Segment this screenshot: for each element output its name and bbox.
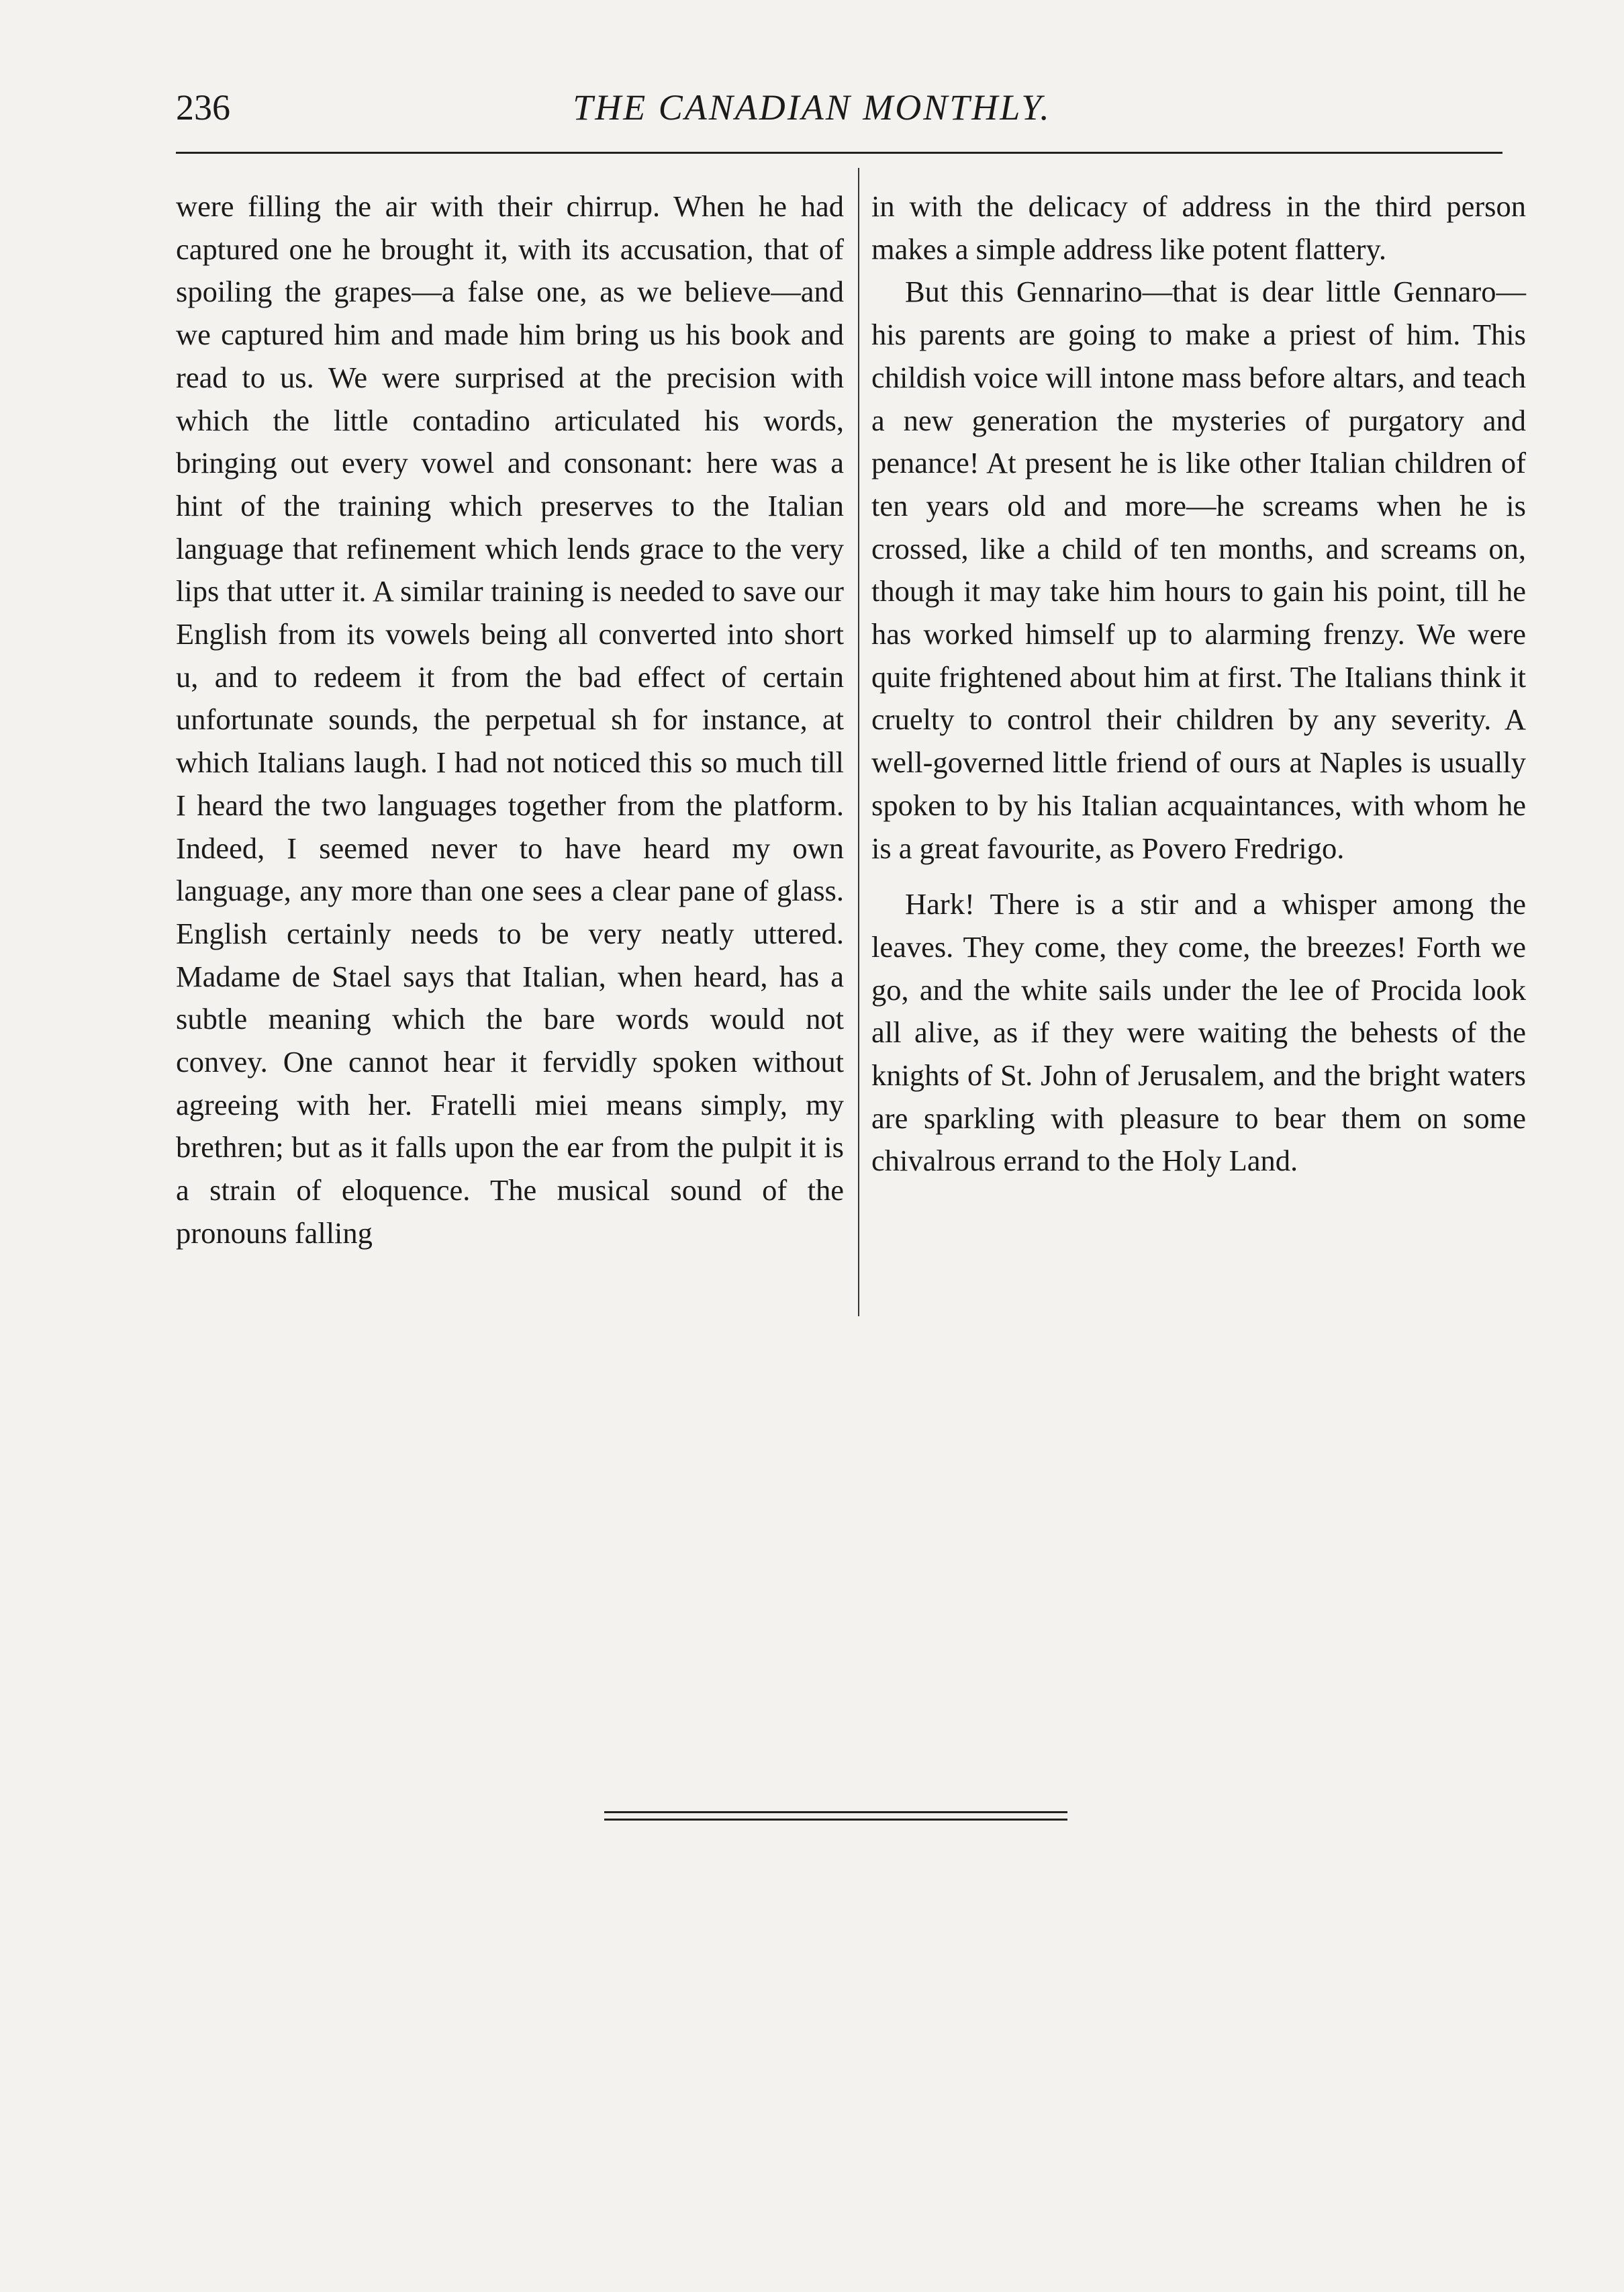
header-rule [176, 152, 1502, 154]
right-column [871, 185, 1526, 1183]
left-paragraph-1: were filling the air with their chirrup. When he had captured one he brought it, with its accusation, that of spoiling the grapes—a false one, as we believe—and we captured him and made him bring us his book and read to us. We were surprised at the precision with which the little contadino articulated his words, bringing out every vowel and consonant: here was a hint of the training which preserves to the Italian language that refinement which lends grace to the very lips that utter it. A similar training is needed to save our English from its vowels being all converted into short u, and to redeem it from the bad effect of certain unfortunate sounds, the perpetual sh for instance, at which Italians laugh. I had not noticed this so much till I heard the two languages together from the platform. Indeed, I seemed never to have heard my own language, any more than one sees a clear pane of glass. English certainly needs to be very neatly uttered. Madame de Stael says that Italian, when heard, has a subtle meaning which the bare words would not convey. One cannot hear it fervidly spoken without agreeing with her. Fratelli miei means simply, my brethren; but as it falls upon the ear from the pulpit it is a strain of eloquence. The musical sound of the pronouns falling [176, 189, 844, 1250]
right-paragraph-3: Hark! There is a stir and a whisper among the leaves. They come, they come, the breezes! Forth we go, and the white sails under the lee of Procida look all alive, as if they were waiting the behests of the knights of St. John of Jerusalem, and the bright waters are sparkling with pleasure to bear them on some chivalrous errand to the Holy Land. [871, 887, 1526, 1178]
column-divider [858, 168, 859, 1316]
end-rule-bottom [604, 1819, 1067, 1821]
running-title: THE CANADIAN MONTHLY. [573, 87, 1051, 128]
left-column [176, 185, 844, 1255]
right-paragraph-1: in with the delicacy of address in the third person makes a simple address like potent flattery. [871, 189, 1526, 266]
right-paragraph-2: But this Gennarino—that is dear little Gennaro—his parents are going to make a priest of him. This childish voice will intone mass before altars, and teach a new generation the mysteries of purgatory and penance! At present he is like other Italian children of ten years old and more—he screams when he is crossed, like a child of ten months, and screams on, though it may take him hours to gain his point, till he has worked himself up to alarming frenzy. We were quite frightened about him at first. The Italians think it cruelty to control their children by any severity. A well-governed little friend of ours at Naples is usually spoken to by his Italian acquaintances, with whom he is a great favourite, as Povero Fredrigo. [871, 275, 1526, 865]
page-number: 236 [176, 87, 230, 128]
end-rule-top [604, 1811, 1067, 1813]
end-ornament [604, 1811, 1067, 1821]
